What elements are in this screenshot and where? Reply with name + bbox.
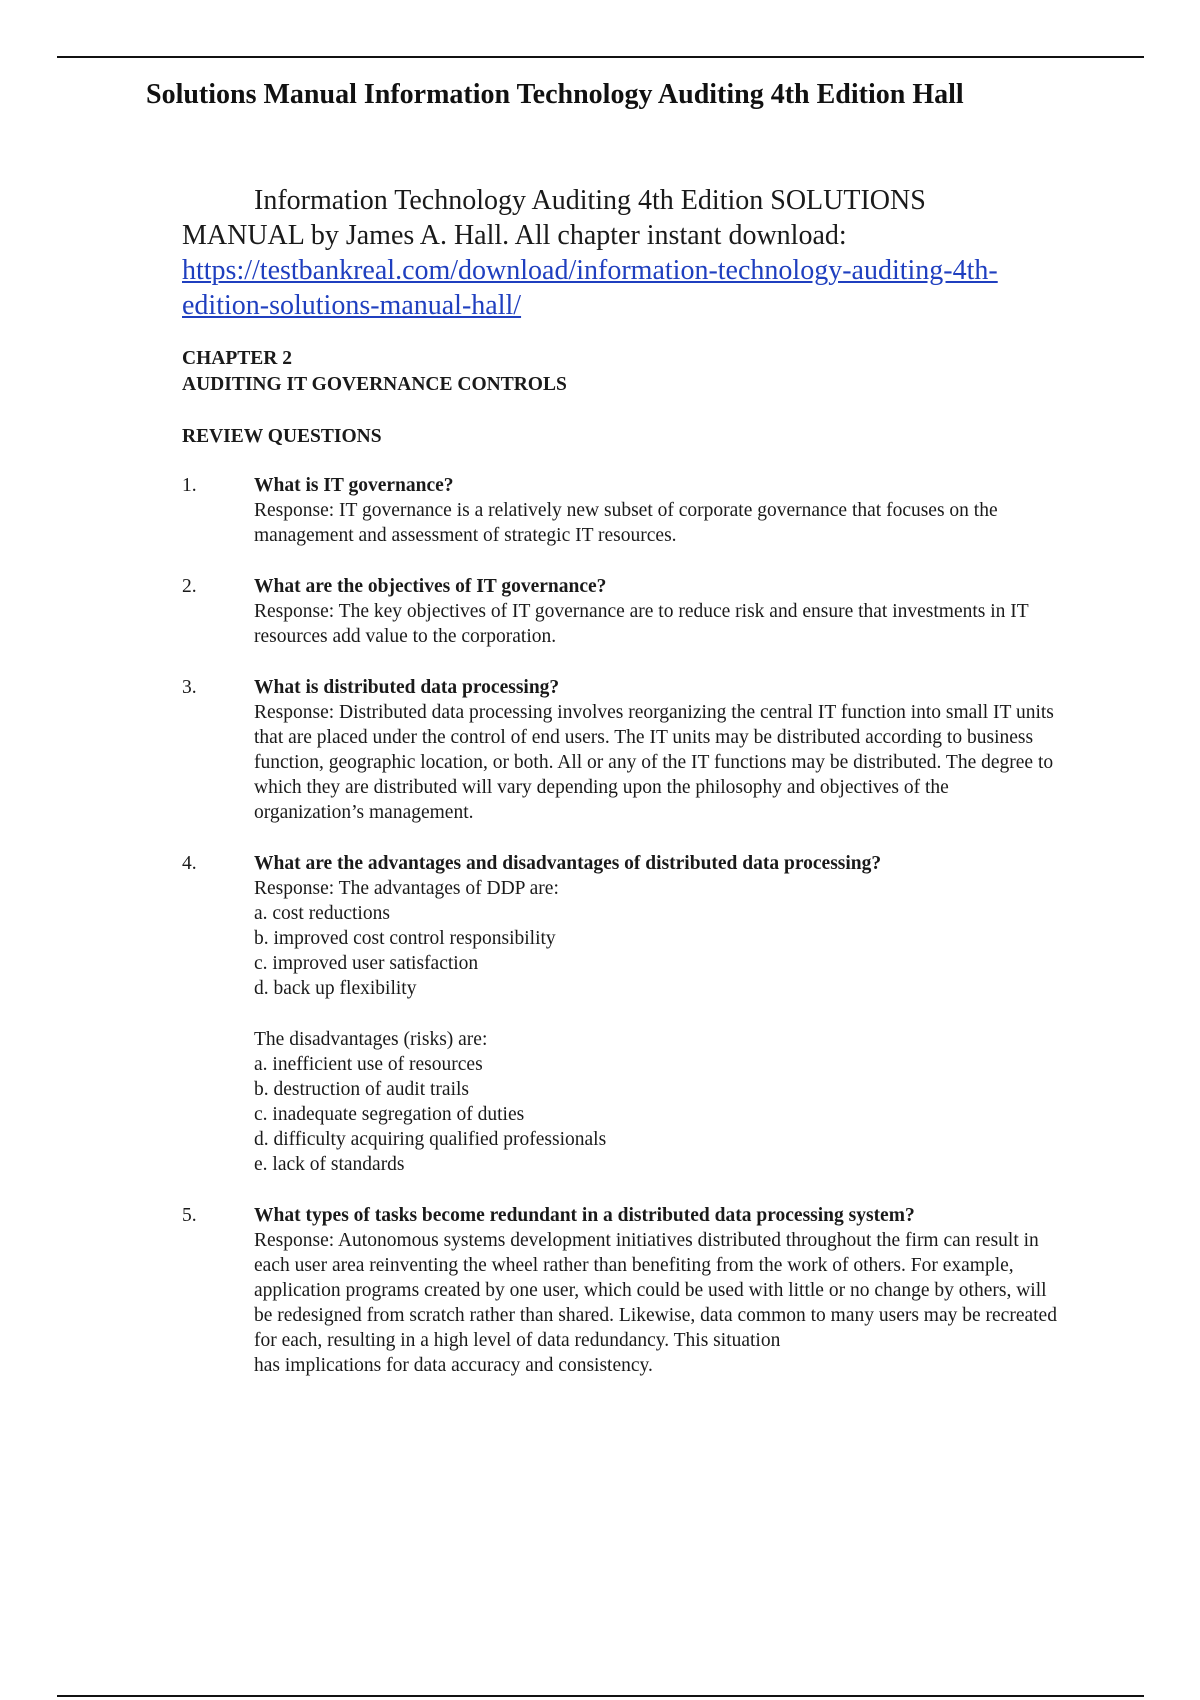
- question-number: 1.: [182, 475, 197, 496]
- question-number: 2.: [182, 576, 197, 597]
- question-text: What is IT governance?: [254, 475, 454, 496]
- chapter-label: CHAPTER 2: [182, 348, 292, 369]
- question-item: [182, 473, 1062, 548]
- list-item: a. cost reductions: [254, 903, 390, 924]
- list-item: c. inadequate segregation of duties: [254, 1104, 525, 1125]
- list-item: a. inefficient use of resources: [254, 1054, 483, 1075]
- list-item: d. back up flexibility: [254, 978, 417, 999]
- question-item: [182, 574, 1062, 649]
- question-text: What types of tasks become redundant in a distributed data processing system?: [254, 1205, 915, 1226]
- question-item: [182, 1203, 1062, 1378]
- response-text: Response: Distributed data processing involves reorganizing the central IT function into small IT units that are placed under the control of end users. The IT units may be distributed according to business function, geographic location, or both. All or any of the IT functions may be distributed. The degree to which they are distributed will vary depending upon the philosophy and objectives of the organization’s management.: [254, 702, 1054, 823]
- question-text: What are the advantages and disadvantages of distributed data processing?: [254, 853, 882, 874]
- bottom-rule: [57, 1695, 1144, 1697]
- response-text: Response: Autonomous systems development initiatives distributed throughout the firm can result in each user area reinventing the wheel rather than benefiting from the work of others. For example, application programs created by one user, which could be used with little or no change by others, will be redesigned from scratch rather than shared. Likewise, data common to many users may be recreated for each, resulting in a high level of data redundancy. This situation: [254, 1230, 1057, 1351]
- disadvantages-heading: The disadvantages (risks) are:: [254, 1029, 488, 1050]
- download-link[interactable]: https://testbankreal.com/download/information-technology-auditing-4th-edition-solutions-manual-hall/: [182, 255, 998, 321]
- list-item: b. destruction of audit trails: [254, 1079, 469, 1100]
- question-text: What are the objectives of IT governance?: [254, 576, 607, 597]
- list-item: c. improved user satisfaction: [254, 953, 479, 974]
- disadvantages-list: [254, 1052, 1062, 1177]
- question-number: 5.: [182, 1205, 197, 1226]
- question-text: What is distributed data processing?: [254, 677, 560, 698]
- response-tail-text: has implications for data accuracy and consistency.: [254, 1355, 653, 1376]
- document-title: Solutions Manual Information Technology Auditing 4th Edition Hall: [146, 79, 964, 110]
- advantages-list: [254, 901, 1062, 1001]
- section-heading: REVIEW QUESTIONS: [182, 426, 382, 447]
- question-number: 4.: [182, 853, 197, 874]
- list-item: e. lack of standards: [254, 1154, 405, 1175]
- document-body: [182, 346, 1062, 1404]
- chapter-header: [182, 346, 1062, 398]
- question-number: 3.: [182, 677, 197, 698]
- top-rule: [57, 56, 1144, 58]
- list-item: d. difficulty acquiring qualified professionals: [254, 1129, 607, 1150]
- intro-paragraph: [182, 183, 1042, 323]
- chapter-title: AUDITING IT GOVERNANCE CONTROLS: [182, 374, 567, 395]
- response-text: Response: IT governance is a relatively new subset of corporate governance that focuses on the management and assessment of strategic IT resources.: [254, 500, 998, 546]
- response-text: Response: The advantages of DDP are:: [254, 878, 559, 899]
- intro-text: Information Technology Auditing 4th Edition SOLUTIONS MANUAL by James A. Hall. All chapter instant download:: [182, 185, 926, 251]
- list-item: b. improved cost control responsibility: [254, 928, 556, 949]
- question-item: [182, 675, 1062, 825]
- response-text: Response: The key objectives of IT governance are to reduce risk and ensure that investments in IT resources add value to the corporation.: [254, 601, 1029, 647]
- question-item: [182, 851, 1062, 1177]
